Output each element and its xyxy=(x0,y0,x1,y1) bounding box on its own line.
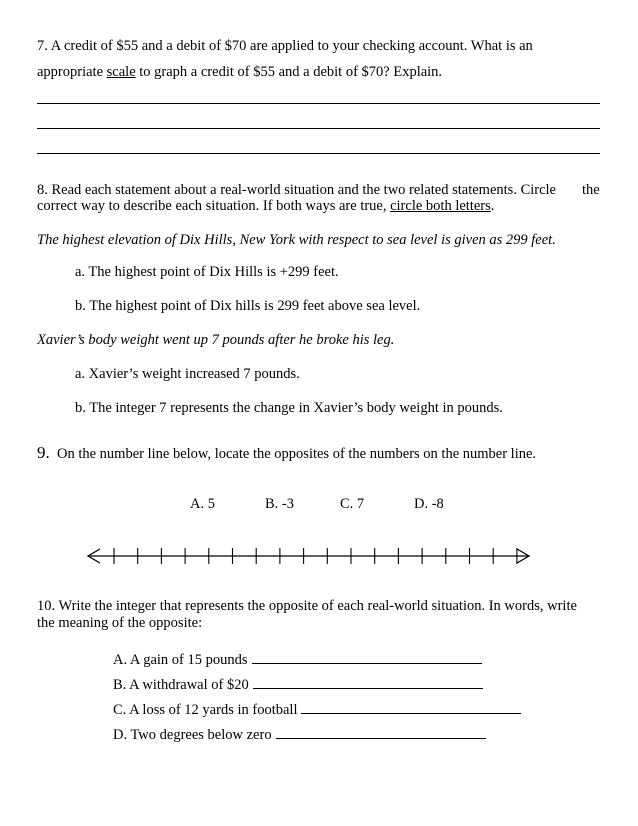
q9-prompt xyxy=(37,443,536,463)
q10-item-a xyxy=(113,649,482,669)
q10-item-b-text: B. A withdrawal of $20 xyxy=(113,677,249,693)
q9-choice-a: A. 5 xyxy=(190,496,215,512)
q9-text: On the number line below, locate the opposites of the numbers on the number line. xyxy=(57,446,537,462)
q10-answer-blank-d[interactable] xyxy=(276,724,486,739)
q10-item-d xyxy=(113,724,486,744)
q7-line2 xyxy=(37,64,442,81)
q8-option-1b[interactable]: b. The highest point of Dix hills is 299 feet above sea level. xyxy=(75,298,421,314)
q9-choice-b: B. -3 xyxy=(265,496,294,512)
q8-scenario-1: The highest elevation of Dix Hills, New York with respect to sea level is given as 299 feet. xyxy=(37,232,556,248)
q7-text-end: to graph a credit of $55 and a debit of $70? Explain. xyxy=(135,64,443,80)
q10-item-d-text: D. Two degrees below zero xyxy=(113,727,272,743)
q10-line2: the meaning of the opposite: xyxy=(37,615,203,631)
q10-answer-blank-a[interactable] xyxy=(252,649,482,664)
q7-line1: 7. A credit of $55 and a debit of $70 are applied to your checking account. What is an xyxy=(37,38,533,54)
q10-answer-blank-b[interactable] xyxy=(253,674,483,689)
q9-choice-d: D. -8 xyxy=(414,496,444,512)
q8-underlined-phrase: circle both letters xyxy=(390,198,491,214)
answer-line-2[interactable] xyxy=(37,128,600,129)
q8-text-end: . xyxy=(490,198,495,214)
q9-choice-c: C. 7 xyxy=(340,496,365,512)
answer-line-1[interactable] xyxy=(37,103,600,104)
q8-line2 xyxy=(37,198,494,215)
q8-scenario-2: Xavier’s body weight went up 7 pounds after he broke his leg. xyxy=(37,332,395,348)
q7-text: appropriate xyxy=(37,64,107,80)
q9-number: 9. xyxy=(37,443,50,462)
q10-item-b xyxy=(113,674,483,694)
q8-option-1a[interactable]: a. The highest point of Dix Hills is +299 feet. xyxy=(75,264,339,280)
q8-line1-end: the xyxy=(582,182,600,198)
q8-text: correct way to describe each situation. If both ways are true, xyxy=(37,198,391,214)
q10-item-a-text: A. A gain of 15 pounds xyxy=(113,652,248,668)
q10-line1: 10. Write the integer that represents the opposite of each real-world situation. In words, write xyxy=(37,598,577,614)
q10-item-c-text: C. A loss of 12 yards in football xyxy=(113,702,298,718)
q8-option-2b[interactable]: b. The integer 7 represents the change in Xavier’s body weight in pounds. xyxy=(75,400,503,416)
answer-line-3[interactable] xyxy=(37,153,600,154)
q8-line1: 8. Read each statement about a real-world situation and the two related statements. Circle xyxy=(37,182,556,198)
q10-item-c xyxy=(113,699,521,719)
q10-answer-blank-c[interactable] xyxy=(301,699,521,714)
q8-option-2a[interactable]: a. Xavier’s weight increased 7 pounds. xyxy=(75,366,300,382)
number-line[interactable] xyxy=(80,540,540,572)
q7-underlined-word: scale xyxy=(106,64,136,80)
